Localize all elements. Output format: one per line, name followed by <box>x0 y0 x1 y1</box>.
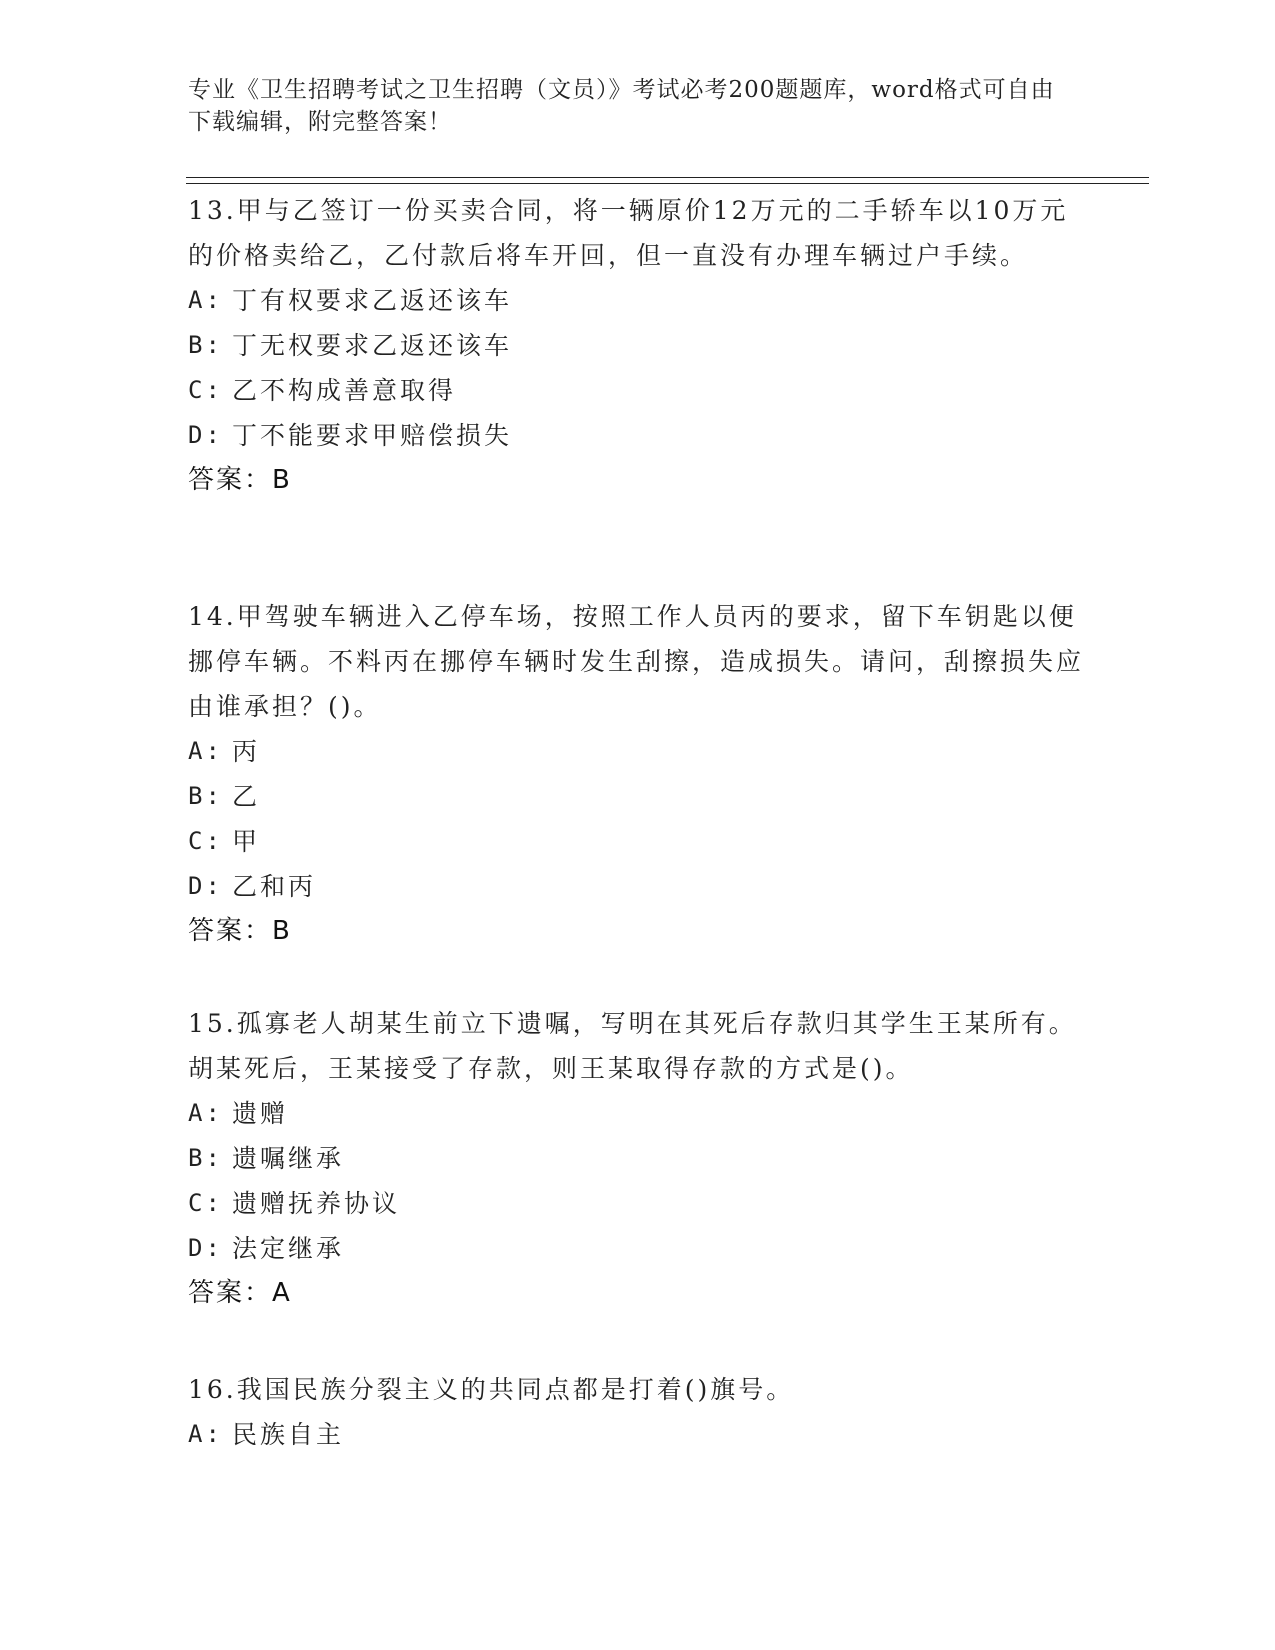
option-key: D: <box>188 1234 223 1262</box>
option-key: D: <box>188 872 223 900</box>
option-key: A: <box>188 1099 223 1127</box>
option-a <box>188 1412 1088 1457</box>
option-key: B: <box>188 331 223 359</box>
option-key: B: <box>188 782 223 810</box>
answer-line: 答案：B <box>188 916 292 946</box>
option-text: 遗嘱继承 <box>232 1144 345 1173</box>
option-text: 丁不能要求甲赔偿损失 <box>232 421 513 450</box>
document-header: 专业《卫生招聘考试之卫生招聘（文员）》考试必考200题题库，word格式可自由下载编辑，附完整答案！ <box>188 77 1055 135</box>
question-stem: 15.孤寡老人胡某生前立下遗嘱，写明在其死后存款归其学生王某所有。胡某死后，王某接受了存款，则王某取得存款的方式是()。 <box>188 1009 1077 1083</box>
option-b <box>188 774 1088 819</box>
question-stem: 14.甲驾驶车辆进入乙停车场，按照工作人员丙的要求，留下车钥匙以便挪停车辆。不料丙在挪停车辆时发生刮擦，造成损失。请问，刮擦损失应由谁承担？()。 <box>188 602 1085 721</box>
question-14 <box>188 594 1088 954</box>
option-key: B: <box>188 1144 223 1172</box>
option-key: C: <box>188 827 223 855</box>
option-list <box>188 1091 1088 1271</box>
option-a <box>188 729 1088 774</box>
option-d <box>188 864 1088 909</box>
option-d <box>188 413 1088 458</box>
option-b <box>188 323 1088 368</box>
option-list <box>188 1412 1088 1457</box>
option-text: 遗赠抚养协议 <box>232 1189 401 1218</box>
option-text: 乙和丙 <box>232 872 317 901</box>
question-15 <box>188 1001 1088 1316</box>
option-c <box>188 1181 1088 1226</box>
option-text: 民族自主 <box>232 1420 345 1449</box>
question-stem: 13.甲与乙签订一份买卖合同，将一辆原价12万元的二手轿车以10万元的价格卖给乙，乙付款后将车开回，但一直没有办理车辆过户手续。 <box>188 196 1069 270</box>
option-key: D: <box>188 421 223 449</box>
option-a <box>188 1091 1088 1136</box>
answer-line: 答案：A <box>188 1278 292 1308</box>
question-16 <box>188 1367 1088 1457</box>
option-text: 丁无权要求乙返还该车 <box>232 331 513 360</box>
option-c <box>188 368 1088 413</box>
option-text: 乙不构成善意取得 <box>232 376 457 405</box>
option-text: 法定继承 <box>232 1234 345 1263</box>
header-divider-top <box>186 177 1149 178</box>
option-a <box>188 278 1088 323</box>
option-d <box>188 1226 1088 1271</box>
option-text: 乙 <box>232 782 261 811</box>
option-c <box>188 819 1088 864</box>
question-13 <box>188 188 1088 503</box>
option-b <box>188 1136 1088 1181</box>
header-divider-bottom <box>186 183 1149 184</box>
option-text: 丙 <box>232 737 261 766</box>
question-stem: 16.我国民族分裂主义的共同点都是打着()旗号。 <box>188 1375 795 1404</box>
answer-line: 答案：B <box>188 465 292 495</box>
option-key: A: <box>188 1420 223 1448</box>
option-key: C: <box>188 1189 223 1217</box>
option-list <box>188 729 1088 909</box>
option-key: A: <box>188 737 223 765</box>
option-list <box>188 278 1088 458</box>
option-text: 甲 <box>232 827 261 856</box>
option-key: A: <box>188 286 223 314</box>
option-text: 丁有权要求乙返还该车 <box>232 286 513 315</box>
option-text: 遗赠 <box>232 1099 289 1128</box>
option-key: C: <box>188 376 223 404</box>
